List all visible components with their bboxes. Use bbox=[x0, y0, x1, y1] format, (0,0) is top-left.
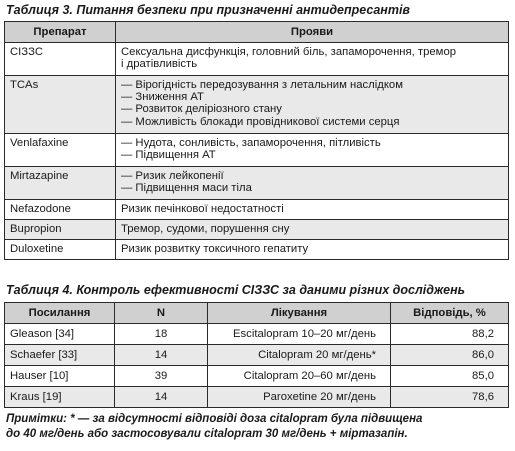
effect-line: — Нудота, сонливість, запаморочення, пітливість bbox=[121, 137, 381, 149]
table4-treatment-cell: Paroxetine 20 мг/день bbox=[208, 387, 391, 408]
table3-header-row bbox=[5, 22, 509, 43]
table3-header-effects: Прояви bbox=[116, 22, 509, 43]
table4-n-cell: 18 bbox=[115, 324, 208, 345]
table3-effects-cell bbox=[116, 220, 509, 240]
footnote-line: до 40 мг/день або застосовували citalopram 30 мг/день + міртазапін. bbox=[6, 427, 408, 440]
table4-header-treatment: Лікування bbox=[208, 303, 391, 324]
table-row bbox=[5, 366, 509, 387]
table3-effects-cell bbox=[116, 200, 509, 220]
effect-line: Сексуальна дисфункція, головний біль, запаморочення, тремор bbox=[121, 46, 457, 58]
table4-header-row bbox=[5, 303, 509, 324]
table3-caption: Таблиця 3. Питання безпеки при призначенні антидепресантів bbox=[6, 3, 410, 17]
table4-n-cell: 14 bbox=[115, 387, 208, 408]
effect-line: — Ризик лейкопенії bbox=[121, 170, 224, 182]
table4-treatment-cell: Citalopram 20 мг/день* bbox=[208, 345, 391, 366]
table-row bbox=[5, 200, 509, 220]
table-row bbox=[5, 345, 509, 366]
table4-response-cell: 86,0 bbox=[391, 345, 509, 366]
table-footnote bbox=[6, 412, 509, 441]
table4-caption: Таблиця 4. Контроль ефективності СІЗЗС за даними різних досліджень bbox=[6, 283, 466, 297]
table3-drug-cell: Mirtazapine bbox=[5, 167, 116, 200]
table3-drug-cell: Nefazodone bbox=[5, 200, 116, 220]
table4-treatment-cell: Escitalopram 10–20 мг/день bbox=[208, 324, 391, 345]
table-row bbox=[5, 240, 509, 260]
effect-line: — Вірогідність передозування з летальним наслідком bbox=[121, 79, 403, 91]
effect-line: — Можливість блокади провідникової системи серця bbox=[121, 115, 400, 128]
table3-effects-cell bbox=[116, 134, 509, 167]
effect-line: і дратівливість bbox=[121, 58, 198, 71]
effect-line: Ризик розвитку токсичного гепатиту bbox=[121, 243, 309, 255]
table4-reference-cell: Gleason [34] bbox=[5, 324, 115, 345]
effect-line: — Зниження АТ bbox=[121, 91, 204, 104]
table4-reference-cell: Hauser [10] bbox=[5, 366, 115, 387]
table4-header-response: Відповідь, % bbox=[391, 303, 509, 324]
table4-response-cell: 88,2 bbox=[391, 324, 509, 345]
table-row bbox=[5, 220, 509, 240]
table-row bbox=[5, 167, 509, 200]
table4-response-cell: 85,0 bbox=[391, 366, 509, 387]
table3-safety bbox=[4, 21, 509, 260]
effect-line: — Розвиток деліріозного стану bbox=[121, 103, 282, 116]
table-row bbox=[5, 43, 509, 76]
table3-drug-cell: TCAs bbox=[5, 76, 116, 134]
table-row bbox=[5, 324, 509, 345]
table4-n-cell: 14 bbox=[115, 345, 208, 366]
table3-header-drug: Препарат bbox=[5, 22, 116, 43]
table4-treatment-cell: Citalopram 20–60 мг/день bbox=[208, 366, 391, 387]
effect-line: Тремор, судоми, порушення сну bbox=[121, 223, 290, 235]
table4-header-n: N bbox=[115, 303, 208, 324]
table3-drug-cell: Bupropion bbox=[5, 220, 116, 240]
table-row bbox=[5, 76, 509, 134]
effect-line: — Підвищення маси тіла bbox=[121, 182, 252, 195]
table3-drug-cell: Venlafaxine bbox=[5, 134, 116, 167]
table4-n-cell: 39 bbox=[115, 366, 208, 387]
table4-reference-cell: Kraus [19] bbox=[5, 387, 115, 408]
table-row bbox=[5, 387, 509, 408]
footnote-line: Примітки: * — за відсутності відповіді доза citalopram була підвищена bbox=[6, 413, 423, 425]
table3-effects-cell bbox=[116, 167, 509, 200]
table3-drug-cell: Duloxetine bbox=[5, 240, 116, 260]
table-row bbox=[5, 134, 509, 167]
table3-drug-cell: СІЗЗС bbox=[5, 43, 116, 76]
table4-response-cell: 78,6 bbox=[391, 387, 509, 408]
table4-reference-cell: Schaefer [33] bbox=[5, 345, 115, 366]
table3-effects-cell bbox=[116, 240, 509, 260]
table4-efficacy bbox=[4, 302, 509, 408]
table4-header-reference: Посилання bbox=[5, 303, 115, 324]
effect-line: — Підвищення АТ bbox=[121, 149, 216, 162]
table3-effects-cell bbox=[116, 76, 509, 134]
effect-line: Ризик печінкової недостатності bbox=[121, 203, 284, 215]
table3-effects-cell bbox=[116, 43, 509, 76]
